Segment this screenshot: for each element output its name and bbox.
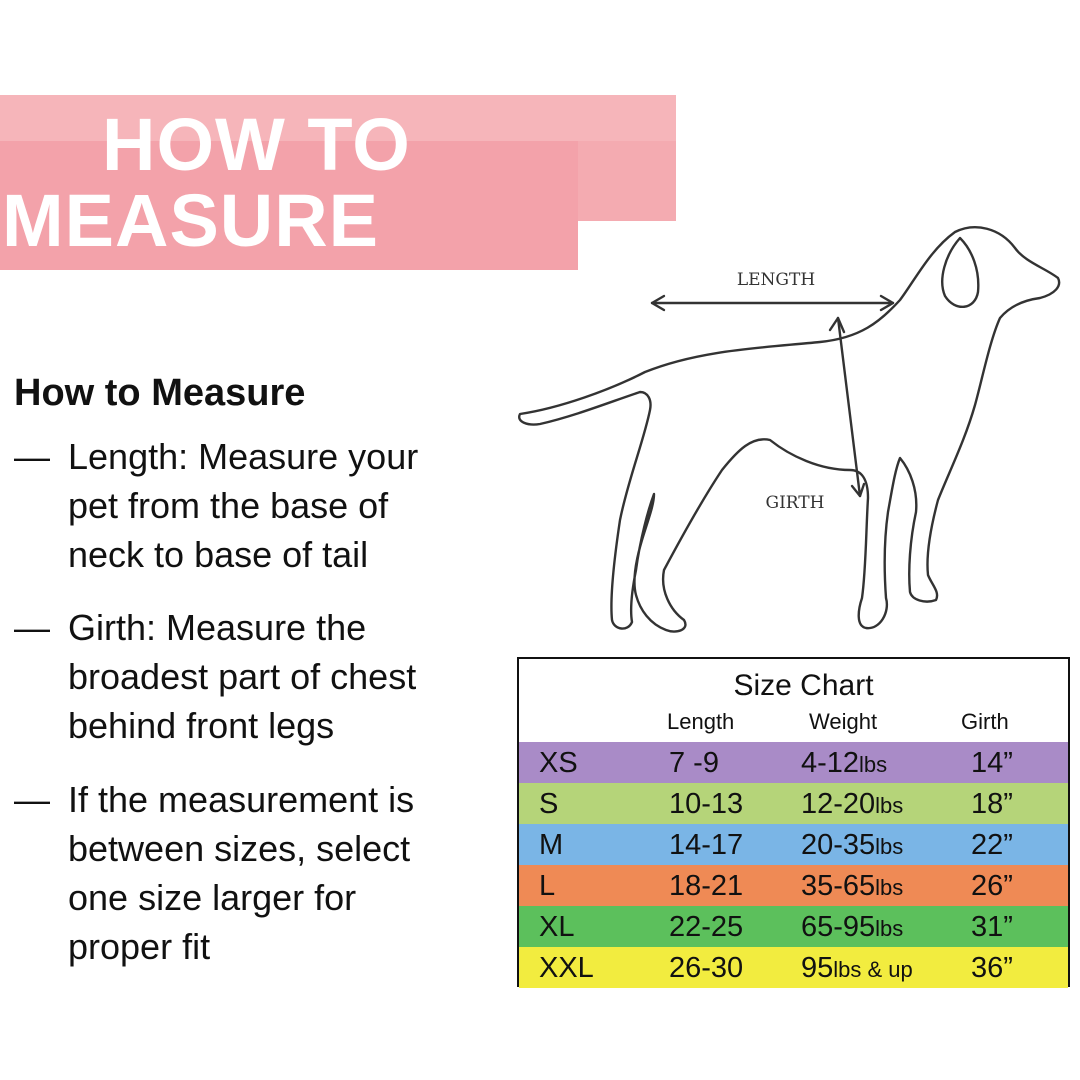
instruction-text xyxy=(68,603,508,750)
instruction-line: proper fit xyxy=(68,926,211,967)
dog-outline-illustration xyxy=(510,215,1070,645)
instruction-text xyxy=(68,432,508,579)
weight-value: 35-65 xyxy=(801,870,876,902)
weight-value: 12-20 xyxy=(801,788,876,820)
cell-weight xyxy=(801,829,903,862)
instruction-line: Length: Measure your xyxy=(68,436,419,477)
instruction-line: between sizes, select xyxy=(68,828,411,869)
cell-size: L xyxy=(539,870,556,902)
cell-girth: 22” xyxy=(971,829,1013,861)
banner-line-1: HOW TO xyxy=(102,103,411,186)
girth-arrowhead-top xyxy=(830,318,844,332)
instruction-line: neck to base of tail xyxy=(68,534,369,575)
length-label: LENGTH xyxy=(736,270,816,290)
cell-size: XL xyxy=(539,911,575,943)
header-weight: Weight xyxy=(809,709,878,734)
cell-girth: 26” xyxy=(971,870,1013,902)
size-row-l xyxy=(519,865,1068,906)
size-row-xxl xyxy=(519,947,1068,988)
instruction-line: one size larger for xyxy=(68,877,357,918)
instructions-title: How to Measure xyxy=(14,372,306,414)
instruction-line: If the measurement is xyxy=(68,779,415,820)
instruction-line: broadest part of chest xyxy=(68,656,417,697)
cell-size: M xyxy=(539,829,564,861)
cell-girth: 14” xyxy=(971,747,1013,779)
cell-weight xyxy=(801,747,887,780)
cell-weight xyxy=(801,788,903,821)
banner-line-2: MEASURE xyxy=(2,179,380,262)
cell-size: XS xyxy=(539,747,578,779)
cell-weight xyxy=(801,870,903,903)
weight-unit: lbs xyxy=(875,875,904,900)
size-row-xs xyxy=(519,742,1068,783)
size-chart-title: Size Chart xyxy=(733,669,874,702)
instruction-line: pet from the base of xyxy=(68,485,389,526)
weight-unit: lbs xyxy=(875,916,904,941)
cell-girth: 18” xyxy=(971,788,1013,820)
cell-girth: 31” xyxy=(971,911,1013,943)
weight-unit: lbs & up xyxy=(833,957,913,982)
cell-length: 14-17 xyxy=(669,829,744,861)
size-row-m xyxy=(519,824,1068,865)
cell-weight xyxy=(801,911,903,944)
instruction-text xyxy=(68,775,508,971)
dog-ear-outline xyxy=(942,238,978,307)
cell-size: S xyxy=(539,788,559,820)
dash-bullet: — xyxy=(14,779,50,820)
header-length: Length xyxy=(667,709,735,734)
cell-length: 18-21 xyxy=(669,870,744,902)
cell-length: 26-30 xyxy=(669,952,744,984)
cell-length: 7 -9 xyxy=(669,747,719,779)
weight-value: 65-95 xyxy=(801,911,876,943)
instruction-line: behind front legs xyxy=(68,705,335,746)
size-chart xyxy=(517,657,1070,987)
dash-bullet: — xyxy=(14,607,50,648)
cell-length: 22-25 xyxy=(669,911,744,943)
header-girth: Girth xyxy=(961,709,1009,734)
weight-value: 95 xyxy=(801,952,834,984)
weight-unit: lbs xyxy=(859,752,888,777)
girth-label: GIRTH xyxy=(765,493,825,513)
instruction-line: Girth: Measure the xyxy=(68,607,367,648)
cell-weight xyxy=(801,952,913,985)
cell-girth: 36” xyxy=(971,952,1013,984)
cell-length: 10-13 xyxy=(669,788,744,820)
weight-unit: lbs xyxy=(875,793,904,818)
dash-bullet: — xyxy=(14,436,50,477)
weight-unit: lbs xyxy=(875,834,904,859)
size-row-s xyxy=(519,783,1068,824)
cell-size: XXL xyxy=(539,952,594,984)
weight-value: 4-12 xyxy=(801,747,860,779)
size-row-xl xyxy=(519,906,1068,947)
weight-value: 20-35 xyxy=(801,829,876,861)
